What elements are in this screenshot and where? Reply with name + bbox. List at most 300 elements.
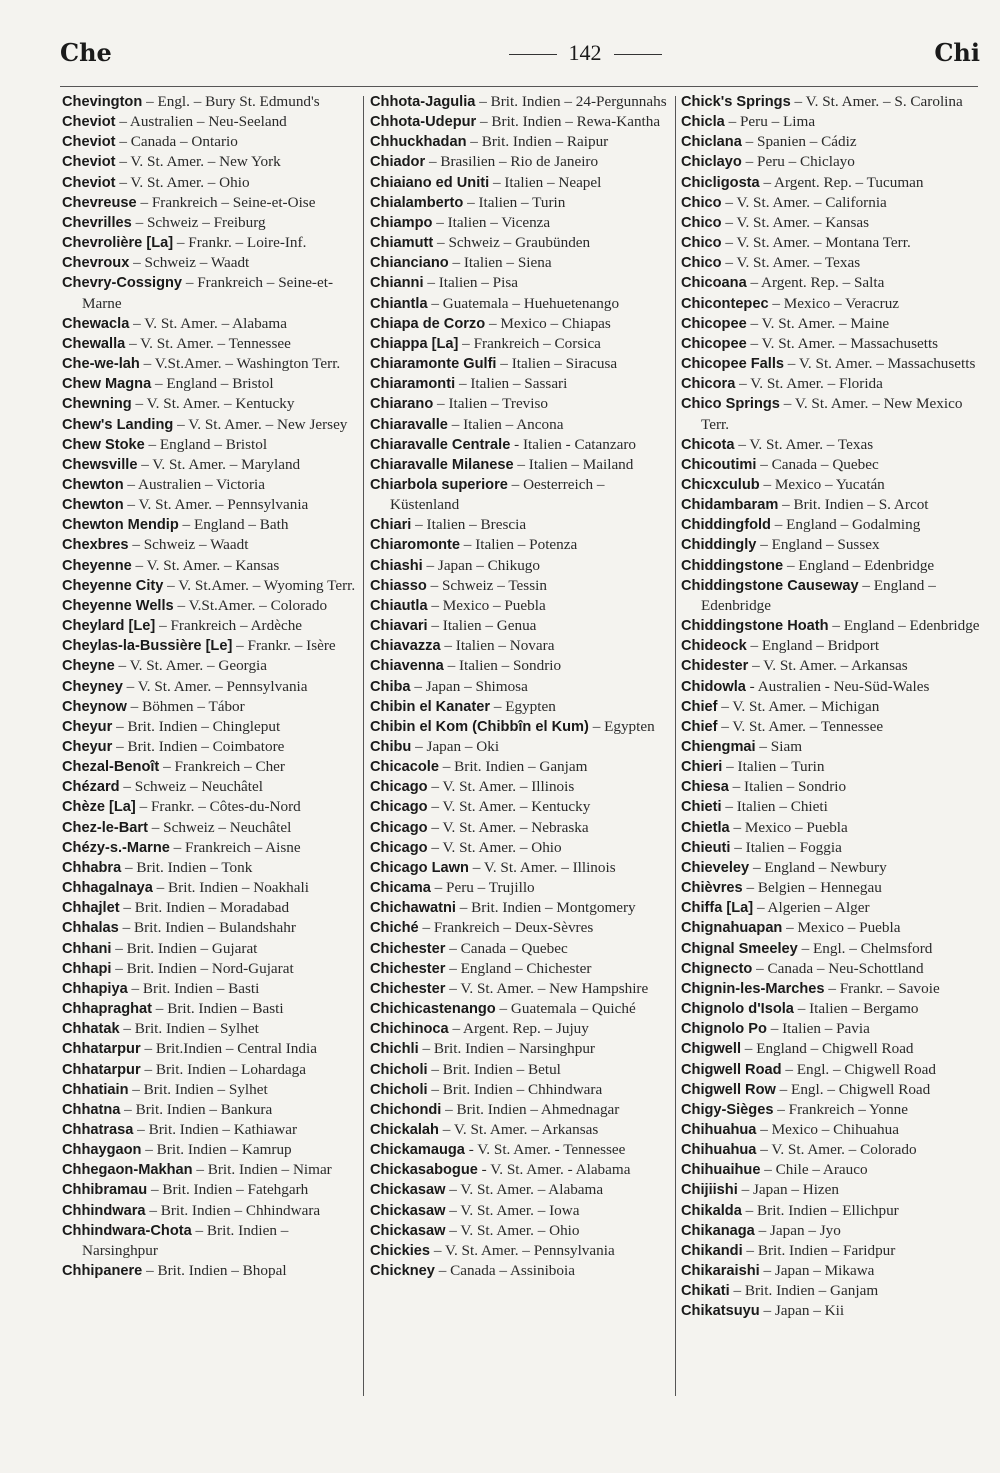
entry-name: Chiclana <box>681 134 742 151</box>
entry-name: Chibu <box>370 739 412 755</box>
entry-location: – Mexico – Veracruz <box>768 294 900 312</box>
entry-name: Chico <box>681 235 722 252</box>
entry-name: Chiavenna <box>370 658 444 675</box>
entry-location: – Brit. Indien – Ellichpur <box>741 1201 899 1219</box>
entry-name: Chialamberto <box>370 194 464 211</box>
gazetteer-entry <box>370 1201 668 1221</box>
entry-location: – Italien – Sassari <box>455 375 568 393</box>
entry-location: – Brit. Indien – Sylhet <box>128 1080 268 1098</box>
gazetteer-entry <box>681 677 980 697</box>
entry-name: Chideock <box>681 638 747 655</box>
entry-name: Chichondi <box>370 1101 442 1118</box>
entry-name: Chicago <box>370 819 428 836</box>
entry-location: - V. St. Amer. - Tennessee <box>464 1141 626 1159</box>
entry-location: – V. St. Amer. – New York <box>115 153 281 171</box>
entry-location: – V. St. Amer. – Texas <box>734 435 874 453</box>
entry-location: – Japan – Hizen <box>737 1181 839 1199</box>
entry-location: – Canada – Assiniboia <box>434 1262 575 1280</box>
gazetteer-entry <box>62 374 358 394</box>
gazetteer-entry <box>370 1160 668 1180</box>
entry-name: Chhuckhadan <box>370 134 467 151</box>
entry-location: – V. St. Amer. – Arkansas <box>748 657 908 675</box>
gazetteer-entry <box>370 193 668 213</box>
entry-location: – Italien – Sondrio <box>728 778 847 796</box>
entry-name: Chewning <box>62 396 132 413</box>
entry-name: Chiashi <box>370 557 423 574</box>
entry-name: Chignal Smeeley <box>681 940 798 957</box>
gazetteer-entry <box>62 576 358 596</box>
entry-location: – V. St. Amer. – Ohio <box>427 838 562 856</box>
entry-location: – V. St. Amer. – Massachusetts <box>784 355 976 373</box>
gazetteer-entry <box>370 979 668 999</box>
entry-name: Cheviot <box>62 134 116 151</box>
entry-location: – Brit. Indien – Ganjam <box>438 758 588 776</box>
gazetteer-entry <box>681 1221 980 1241</box>
entry-location: – England – Chigwell Road <box>741 1040 914 1058</box>
entry-name: Chigy-Sièges <box>681 1101 774 1118</box>
entry-location: – Brit. Indien – Bhopal <box>142 1262 287 1280</box>
entry-location: – Belgien – Hennegau <box>742 879 882 897</box>
gazetteer-entry <box>62 354 358 374</box>
gazetteer-entry <box>370 797 668 817</box>
entry-location: – Schweiz – Waadt <box>128 536 249 554</box>
entry-name: Chiappa [La] <box>370 335 459 352</box>
gazetteer-entry <box>62 253 358 273</box>
entry-location: – Schweiz – Tessin <box>426 576 547 594</box>
entry-name: Chignecto <box>681 960 753 977</box>
entry-location: – Brit. Indien – Chingleput <box>112 717 281 735</box>
entry-location: – Japan – Shimosa <box>410 677 528 695</box>
entry-location: – Schweiz – Neuchâtel <box>119 778 263 796</box>
entry-name: Chianni <box>370 275 424 292</box>
entry-name: Chikati <box>681 1283 730 1300</box>
entry-location: – V. St. Amer. – Texas <box>721 254 861 272</box>
entry-location: – Italien – Chieti <box>721 798 828 816</box>
gazetteer-entry <box>62 213 358 233</box>
entry-name: Chevry-Cossigny <box>62 275 183 292</box>
entry-location: – Brit. Indien – Faridpur <box>742 1241 896 1259</box>
entry-location: – Brit. Indien – Narsinghpur <box>418 1040 595 1058</box>
gazetteer-entry <box>370 1261 668 1281</box>
gazetteer-entry <box>62 394 358 414</box>
entry-name: Chicacole <box>370 759 439 776</box>
entry-name: Cheylas-la-Bussière [Le] <box>62 638 233 655</box>
entry-name: Chiffa [La] <box>681 900 754 917</box>
entry-name: Cheylard [Le] <box>62 618 156 635</box>
entry-location: – Algerien – Alger <box>753 899 870 917</box>
entry-location: – Italien – Sondrio <box>443 657 562 675</box>
gazetteer-entry <box>370 294 668 314</box>
entry-name: Chibin el Kom (Chibbîn el Kum) <box>370 718 589 735</box>
gazetteer-entry <box>62 818 358 838</box>
entry-location: – Brit. Indien – Basti <box>152 1000 284 1018</box>
entry-location: – Frankreich – Deux-Sèvres <box>418 919 594 937</box>
gazetteer-entry <box>681 495 980 515</box>
entry-name: Chhatarpur <box>62 1061 141 1078</box>
gazetteer-entry <box>370 697 668 717</box>
gazetteer-entry <box>62 92 358 112</box>
entry-name: Chhota-Jagulia <box>370 94 476 110</box>
gazetteer-entry <box>370 576 668 596</box>
gazetteer-entry <box>370 858 668 878</box>
entry-name: Chickasaw <box>370 1222 446 1239</box>
gazetteer-entry <box>681 374 980 394</box>
entry-location: – Böhmen – Tábor <box>126 697 245 715</box>
entry-name: Chiché <box>370 920 419 937</box>
entry-location: – Peru – Lima <box>724 113 816 131</box>
entry-location: - Italien - Catanzaro <box>510 435 636 453</box>
entry-name: Chichester <box>370 980 446 997</box>
gazetteer-entry <box>681 475 980 495</box>
entry-location: – Brit. Indien – Basti <box>127 979 260 997</box>
gazetteer-entry <box>681 314 980 334</box>
entry-location: – Japan – Chikugo <box>422 556 540 574</box>
entry-name: Chicligosta <box>681 174 760 191</box>
entry-location: – Oesterreich – Küstenland <box>390 475 605 514</box>
entry-location: – Mexico – Puebla <box>427 596 546 614</box>
gazetteer-entry <box>681 1019 980 1039</box>
gazetteer-entry <box>62 132 358 152</box>
gazetteer-entry <box>681 253 980 273</box>
entry-location: – England – Edenbridge <box>828 617 980 635</box>
gazetteer-entry <box>62 616 358 636</box>
gazetteer-entry <box>62 233 358 253</box>
entry-name: Chevrilles <box>62 214 132 231</box>
gazetteer-entry <box>681 152 980 172</box>
page-number: 142 <box>568 40 602 65</box>
gazetteer-entry <box>681 797 980 817</box>
entry-name: Cheyenne City <box>62 577 164 594</box>
entry-name: Chicago Lawn <box>370 859 469 876</box>
gazetteer-entry <box>370 818 668 838</box>
entry-location: – Brit. Indien – Kamrup <box>141 1141 292 1159</box>
gazetteer-entry <box>370 132 668 152</box>
entry-location: – V. St. Amer. – Kentucky <box>427 798 591 816</box>
gazetteer-entry <box>370 677 668 697</box>
entry-location: – V. St. Amer. – Arkansas <box>438 1120 599 1138</box>
gazetteer-entry <box>681 1281 980 1301</box>
entry-location: – Frankreich – Aisne <box>169 838 301 856</box>
entry-name: Cheviot <box>62 174 116 191</box>
gazetteer-entry <box>681 394 980 434</box>
entry-location: – V. St. Amer. – Kansas <box>131 556 280 574</box>
entry-location: – England – Godalming <box>770 516 921 534</box>
entry-name: Chicoana <box>681 275 747 292</box>
gazetteer-entry <box>62 777 358 797</box>
gazetteer-entry <box>681 1180 980 1200</box>
entry-name: Chhaygaon <box>62 1142 142 1159</box>
entry-name: Cheviot <box>62 154 116 171</box>
entry-location: – Italien – Siena <box>448 254 552 272</box>
entry-location: – V. St. Amer. – Florida <box>735 375 883 393</box>
entry-location: – V. St. Amer. – Ohio <box>445 1221 580 1239</box>
entry-name: Chicora <box>681 376 736 393</box>
gazetteer-entry <box>370 415 668 435</box>
gazetteer-entry <box>62 1180 358 1200</box>
entry-name: Chiaramonti <box>370 376 456 393</box>
gazetteer-entry <box>62 173 358 193</box>
header-rule-left <box>509 54 557 55</box>
entry-location: – Italien – Novara <box>440 637 555 655</box>
gazetteer-entry <box>681 294 980 314</box>
entry-name: Chichester <box>370 960 446 977</box>
gazetteer-entry <box>370 92 668 112</box>
gazetteer-entry <box>370 757 668 777</box>
entry-location: – V. St. Amer. – Tennessee <box>125 334 291 352</box>
entry-location: – Brit. Indien – Nimar <box>192 1161 332 1179</box>
entry-location: – Frankreich – Seine-et-Marne <box>82 274 334 312</box>
gazetteer-entry <box>370 435 668 455</box>
gazetteer-entry <box>681 173 980 193</box>
gazetteer-entry <box>370 213 668 233</box>
entry-name: Chihuahua <box>681 1121 757 1138</box>
entry-name: Chickamauga <box>370 1142 465 1159</box>
entry-location: – Frankr. – Côtes-du-Nord <box>135 798 301 816</box>
entry-location: – Brit. Indien – S. Arcot <box>778 496 929 514</box>
entry-location: – Frankreich – Corsica <box>458 334 601 352</box>
gazetteer-entry <box>681 1301 980 1321</box>
gazetteer-entry <box>681 1160 980 1180</box>
gazetteer-entry <box>681 1120 980 1140</box>
gazetteer-entry <box>370 1039 668 1059</box>
gazetteer-entry <box>681 334 980 354</box>
entry-name: Cheyney <box>62 678 123 695</box>
gazetteer-entry <box>62 556 358 576</box>
gazetteer-entry <box>370 535 668 555</box>
gazetteer-entry <box>62 435 358 455</box>
entry-location: – Spanien – Cádiz <box>741 133 857 151</box>
entry-location: – England – Newbury <box>749 858 887 876</box>
entry-name: Chichli <box>370 1041 419 1058</box>
entry-location: – Siam <box>755 738 803 755</box>
gazetteer-entry <box>681 1039 980 1059</box>
entry-name: Chew Stoke <box>62 436 145 453</box>
entry-name: Chezal-Benoît <box>62 759 160 776</box>
entry-name: Chhapi <box>62 960 112 977</box>
entry-name: Chiaromonte <box>370 537 460 554</box>
entry-name: Chhatak <box>62 1021 120 1038</box>
gazetteer-entry <box>681 818 980 838</box>
gazetteer-entry <box>681 435 980 455</box>
entry-name: Chicago <box>370 779 428 796</box>
entry-name: Chigwell Road <box>681 1061 782 1078</box>
entry-name: Chez-le-Bart <box>62 819 148 836</box>
entry-name: Chikaraishi <box>681 1263 760 1280</box>
entry-name: Chhindwara <box>62 1202 146 1219</box>
gazetteer-entry <box>681 1140 980 1160</box>
gazetteer-entry <box>370 838 668 858</box>
entry-name: Chézard <box>62 779 120 796</box>
entry-location: – V. St. Amer. – Pennsylvania <box>123 496 309 514</box>
gazetteer-entry <box>62 999 358 1019</box>
gazetteer-entry <box>681 1060 980 1080</box>
entry-name: Chico <box>681 214 722 231</box>
entry-location: – Argent. Rep. – Salta <box>746 274 885 292</box>
entry-name: Chicla <box>681 114 725 131</box>
entry-location: – Brit. Indien – Kathiawar <box>133 1120 298 1138</box>
entry-location: – Brit. Indien – Bulandshahr <box>118 919 296 937</box>
entry-name: Chicopee <box>681 335 747 352</box>
entry-name: Chijiishi <box>681 1182 738 1199</box>
entry-name: Cheviot <box>62 114 116 131</box>
gazetteer-entry <box>62 1201 358 1221</box>
entry-name: Chiddingstone Causeway <box>681 577 859 594</box>
gazetteer-entry <box>681 697 980 717</box>
entry-location: – England – Bristol <box>151 375 274 393</box>
entry-location: – Italien – Pisa <box>423 274 518 292</box>
gazetteer-entry <box>370 1241 668 1261</box>
entry-location: – Egypten <box>588 717 655 735</box>
entry-name: Chiasso <box>370 577 427 594</box>
entry-name: Chickies <box>370 1242 431 1259</box>
entry-name: Chief <box>681 718 718 735</box>
entry-name: Cheyur <box>62 718 113 735</box>
entry-name: Chikatsuyu <box>681 1303 760 1320</box>
entry-location: – V. St. Amer. – Alabama <box>445 1181 604 1199</box>
entry-name: Chew Magna <box>62 376 152 393</box>
entry-location: – Schweiz – Waadt <box>129 254 250 272</box>
entry-name: Chicopee <box>681 315 747 332</box>
entry-location: – Mexico – Yucatán <box>759 475 885 493</box>
entry-name: Chichinoca <box>370 1021 449 1038</box>
gazetteer-entry <box>370 939 668 959</box>
entry-location: – England – Bridport <box>746 637 880 655</box>
entry-location: – Guatemala – Quiché <box>495 1000 636 1018</box>
entry-location: – Brit. Indien – Tonk <box>121 858 253 876</box>
gazetteer-entry <box>62 112 358 132</box>
gazetteer-entry <box>370 737 668 757</box>
gazetteer-entry <box>62 334 358 354</box>
gazetteer-entry <box>62 737 358 757</box>
entry-name: Chhipanere <box>62 1263 143 1280</box>
entry-name: Chidester <box>681 658 749 675</box>
entry-name: Chico <box>681 194 722 211</box>
entry-location: – Brit. Indien – Chhindwara <box>145 1201 321 1219</box>
entry-name: Chikanaga <box>681 1222 755 1239</box>
gazetteer-entry <box>370 1100 668 1120</box>
entry-location: – Australien – Neu-Seeland <box>115 113 287 131</box>
entry-location: – Frankr. – Savoie <box>824 979 940 997</box>
entry-location: – Mexico – Puebla <box>729 818 848 836</box>
entry-name: Chicama <box>370 880 431 897</box>
entry-name: Chexbres <box>62 537 129 554</box>
entry-name: Chewsville <box>62 456 138 473</box>
entry-location: – Guatemala – Huehuetenango <box>427 294 620 312</box>
gazetteer-entry <box>681 455 980 475</box>
entry-name: Chièvres <box>681 880 743 897</box>
gazetteer-entry <box>681 1241 980 1261</box>
gazetteer-entry <box>62 1100 358 1120</box>
gazetteer-entry <box>62 838 358 858</box>
entry-location: – Italien – Genua <box>427 617 537 635</box>
entry-location: – Canada – Ontario <box>115 133 238 151</box>
entry-location: – V. St. Amer. – Massachusetts <box>746 334 939 352</box>
entry-location: – Brit. Indien – Lohardaga <box>140 1060 306 1078</box>
entry-location: – Brit. Indien – Coimbatore <box>112 738 285 755</box>
entry-location: – Brit. Indien – Noakhali <box>152 879 309 897</box>
gazetteer-entry <box>62 717 358 737</box>
gazetteer-entry <box>62 515 358 535</box>
gazetteer-entry <box>370 253 668 273</box>
entry-location: – V. St. Amer. – Iowa <box>445 1201 580 1219</box>
entry-location: – Frankr. – Loire-Inf. <box>173 234 307 252</box>
entry-name: Chignin-les-Marches <box>681 980 825 997</box>
header-right-catchword: Chi <box>934 38 980 67</box>
gazetteer-entry <box>681 959 980 979</box>
gazetteer-entry <box>681 273 980 293</box>
gazetteer-entry <box>681 112 980 132</box>
gazetteer-entry <box>681 878 980 898</box>
entry-name: Chhabra <box>62 859 122 876</box>
entry-name: Chicopee Falls <box>681 356 784 373</box>
gazetteer-entry <box>62 495 358 515</box>
gazetteer-entry <box>370 898 668 918</box>
gazetteer-entry <box>370 334 668 354</box>
gazetteer-entry <box>681 1201 980 1221</box>
gazetteer-entry <box>62 898 358 918</box>
gazetteer-entry <box>681 193 980 213</box>
gazetteer-entry <box>370 959 668 979</box>
entry-location: – V. St. Amer. – New Jersey <box>173 415 348 433</box>
entry-location: – Italien – Treviso <box>433 395 549 413</box>
gazetteer-entry <box>62 1060 358 1080</box>
gazetteer-entry <box>62 1221 358 1261</box>
entry-location: – V. St. Amer. – Illinois <box>468 858 616 876</box>
gazetteer-entry <box>370 1120 668 1140</box>
gazetteer-entry <box>681 979 980 999</box>
gazetteer-entry <box>370 152 668 172</box>
entry-location: – Italien – Brescia <box>411 516 527 534</box>
entry-name: Cheyur <box>62 739 113 755</box>
gazetteer-entry <box>62 858 358 878</box>
entry-name: Chhatna <box>62 1101 121 1118</box>
gazetteer-entry <box>62 152 358 172</box>
entry-location: – Engl. – Bury St. Edmund's <box>142 93 320 110</box>
gazetteer-entry <box>62 797 358 817</box>
gazetteer-entry <box>370 233 668 253</box>
entry-location: – V. St. Amer. – New Mexico Terr. <box>701 395 963 433</box>
entry-name: Chikalda <box>681 1202 742 1219</box>
entry-name: Chiddingstone <box>681 557 784 574</box>
gazetteer-entry <box>681 233 980 253</box>
entry-location: – Brit. Indien – Nord-Gujarat <box>111 959 294 977</box>
entry-location: – V. St. Amer. – Colorado <box>756 1141 917 1159</box>
gazetteer-entry <box>681 354 980 374</box>
gazetteer-entry <box>681 556 980 576</box>
entry-name: Chibin el Kanater <box>370 698 491 715</box>
gazetteer-entry <box>62 1120 358 1140</box>
entry-name: Chicago <box>370 799 428 816</box>
entry-name: Chhapraghat <box>62 1001 152 1018</box>
gazetteer-entry <box>370 1140 668 1160</box>
entry-name: Chiador <box>370 154 426 171</box>
entry-location: – Chile – Arauco <box>760 1161 868 1179</box>
entry-location: – Schweiz – Freiburg <box>131 213 266 231</box>
entry-name: Chihuaihue <box>681 1162 761 1179</box>
gazetteer-entry <box>62 475 358 495</box>
entry-name: Chidowla <box>681 678 746 695</box>
entry-location: – V. St. Amer. – Alabama <box>129 314 287 332</box>
column-divider-1 <box>363 96 364 1396</box>
gazetteer-entry <box>681 1261 980 1281</box>
page-header <box>60 38 980 72</box>
gazetteer-entry <box>370 777 668 797</box>
entry-location: – V.St.Amer. – Colorado <box>173 596 328 614</box>
entry-name: Chewacla <box>62 315 130 332</box>
entry-location: – V. St. Amer. – Pennsylvania <box>122 677 308 695</box>
entry-name: Chhani <box>62 940 112 957</box>
entry-name: Chiddingstone Hoath <box>681 618 829 635</box>
